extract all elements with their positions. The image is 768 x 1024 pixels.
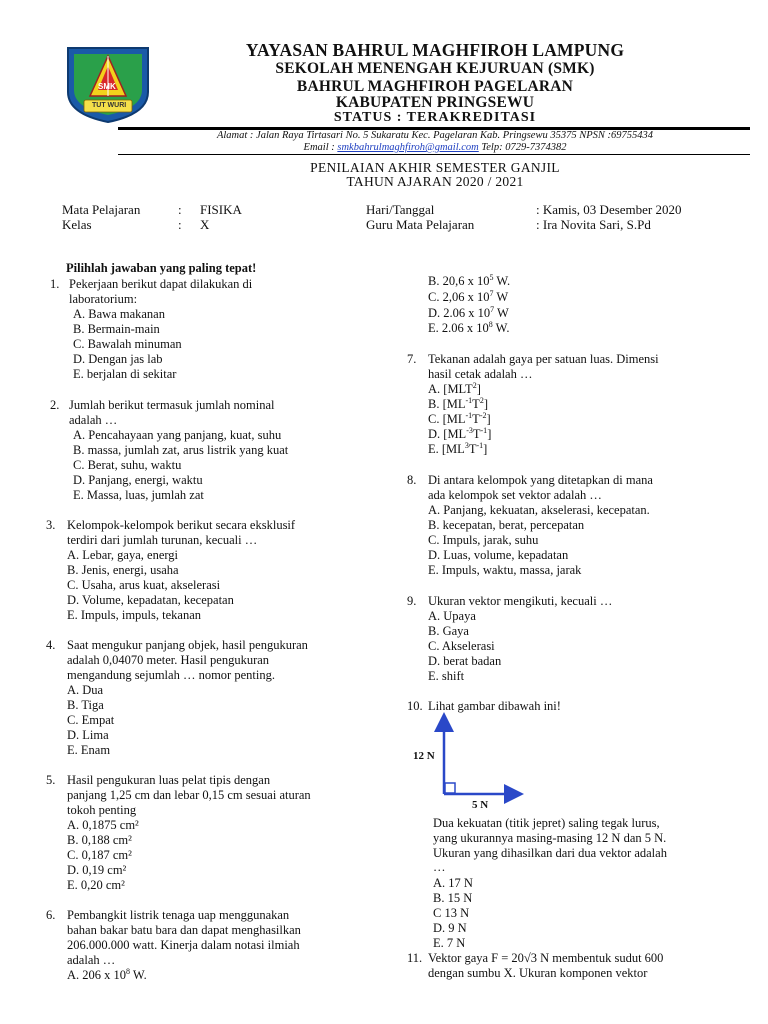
logo-ribbon-text: TUT WURI bbox=[92, 102, 127, 109]
q2-option-e[interactable]: E. Massa, luas, jumlah zat bbox=[73, 488, 204, 502]
q7-option-e-sup2: -1 bbox=[476, 440, 484, 450]
q10-text-line: yang ukurannya masing-masing 12 N dan 5 N. bbox=[433, 831, 667, 845]
district-name: KABUPATEN PRINGSEWU bbox=[335, 94, 535, 111]
q1-option-a[interactable]: A. Bawa makanan bbox=[73, 307, 165, 321]
q10-text-line: Dua kekuatan (titik jepret) saling tegak lurus, bbox=[433, 816, 660, 830]
q3-option-b[interactable]: B. Jenis, energi, usaha bbox=[67, 563, 179, 577]
q9-option-d[interactable]: D. berat badan bbox=[428, 654, 502, 668]
q9-option-b[interactable]: B. Gaya bbox=[428, 624, 469, 638]
q10-option-b[interactable]: B. 15 N bbox=[433, 891, 473, 905]
q7-option-b-mid: T bbox=[472, 397, 480, 411]
q4-number: 4. bbox=[46, 638, 56, 652]
q10-option-c[interactable]: C 13 N bbox=[433, 906, 470, 920]
q6-option-a-unit: W. bbox=[130, 968, 147, 982]
date-label: Hari/Tanggal bbox=[366, 202, 435, 217]
instruction: Pilihlah jawaban yang paling tepat! bbox=[66, 261, 257, 275]
q6-text-line: bahan bakar batu bara dan dapat menghasilkan bbox=[67, 923, 301, 937]
q8-text-line: Di antara kelompok yang ditetapkan di mana bbox=[428, 473, 653, 487]
q1-text-line: laboratorium: bbox=[69, 292, 138, 306]
q1-option-e[interactable]: E. berjalan di sekitar bbox=[73, 367, 177, 381]
q6-option-d-base: D. 2.06 x 10 bbox=[428, 306, 491, 320]
phone-number: Telp: 0729-7374382 bbox=[478, 142, 567, 153]
q10-option-a[interactable]: A. 17 N bbox=[433, 876, 473, 890]
q10-text-line: … bbox=[433, 860, 446, 874]
q7-option-b-post: ] bbox=[483, 397, 488, 411]
logo-text: SMK bbox=[98, 82, 116, 91]
q7-option-d[interactable] bbox=[428, 427, 491, 442]
q7-option-b-sup2: 2 bbox=[479, 395, 484, 405]
q4-text-line: Saat mengukur panjang objek, hasil pengukuran bbox=[67, 638, 308, 652]
q8-option-a[interactable]: A. Panjang, kekuatan, akselerasi, kecepatan. bbox=[428, 503, 650, 517]
q11-number: 11. bbox=[407, 951, 423, 965]
q6-option-e-unit: W. bbox=[492, 321, 510, 335]
subject-colon: : bbox=[178, 202, 182, 217]
email-link[interactable]: smkbahrulmaghfiroh@gmail.com bbox=[337, 142, 479, 153]
q5-option-d[interactable]: D. 0,19 cm² bbox=[67, 863, 127, 877]
q6-option-b-unit: W. bbox=[493, 274, 511, 288]
q2-option-c[interactable]: C. Berat, suhu, waktu bbox=[73, 458, 182, 472]
q7-option-e[interactable] bbox=[428, 442, 487, 457]
q6-text-line: adalah … bbox=[67, 953, 116, 967]
q2-option-b[interactable]: B. massa, jumlah zat, arus listrik yang kuat bbox=[73, 443, 289, 457]
q1-option-c[interactable]: C. Bawalah minuman bbox=[73, 337, 182, 351]
q1-option-b[interactable]: B. Bermain-main bbox=[73, 322, 160, 336]
q6-option-c[interactable] bbox=[428, 290, 508, 305]
q7-option-d-pre: D. [ML bbox=[428, 427, 467, 441]
q6-option-b-exp: 5 bbox=[489, 272, 494, 282]
q6-option-c-exp: 7 bbox=[489, 288, 494, 298]
q6-option-d-exp: 7 bbox=[490, 304, 495, 314]
q7-option-a-sup: 2 bbox=[472, 380, 477, 390]
q10-number: 10. bbox=[407, 699, 423, 713]
q5-text-line: panjang 1,25 cm dan lebar 0,15 cm sesuai aturan bbox=[67, 788, 311, 802]
q9-option-a[interactable]: A. Upaya bbox=[428, 609, 476, 623]
teacher-label: Guru Mata Pelajaran bbox=[366, 217, 475, 232]
school-address: Alamat : Jalan Raya Tirtasari No. 5 Sukaratu Kec. Pagelaran Kab. Pringsewu 35375 NPSN :69755434 bbox=[216, 130, 654, 141]
q1-text-line: Pekerjaan berikut dapat dilakukan di bbox=[69, 277, 253, 291]
q6-option-d-unit: W bbox=[494, 306, 509, 320]
subject-value: FISIKA bbox=[200, 202, 242, 217]
q7-option-d-mid: T bbox=[472, 427, 481, 441]
date-value: : Kamis, 03 Desember 2020 bbox=[536, 202, 682, 217]
q6-text-line: Pembangkit listrik tenaga uap menggunakan bbox=[67, 908, 290, 922]
q3-option-c[interactable]: C. Usaha, arus kuat, akselerasi bbox=[67, 578, 221, 592]
q3-number: 3. bbox=[46, 518, 56, 532]
exam-title: PENILAIAN AKHIR SEMESTER GANJIL bbox=[310, 160, 560, 175]
q6-option-e-exp: 8 bbox=[488, 319, 493, 329]
q10-text-line: Lihat gambar dibawah ini! bbox=[428, 699, 561, 713]
q10-option-e[interactable]: E. 7 N bbox=[433, 936, 466, 950]
contact-line bbox=[120, 142, 750, 153]
q7-option-c[interactable] bbox=[428, 412, 491, 427]
q6-option-b[interactable] bbox=[428, 274, 510, 289]
school-type: SEKOLAH MENENGAH KEJURUAN (SMK) bbox=[275, 60, 595, 77]
q10-text-line: Ukuran yang dihasilkan dari dua vektor adalah bbox=[433, 846, 667, 860]
email-label: Email : bbox=[303, 142, 338, 153]
q3-option-d[interactable]: D. Volume, kepadatan, kecepatan bbox=[67, 593, 234, 607]
q8-option-d[interactable]: D. Luas, volume, kepadatan bbox=[428, 548, 569, 562]
q7-option-c-sup: -1 bbox=[465, 410, 473, 420]
q7-option-d-sup: -3 bbox=[466, 425, 473, 435]
q3-text-line: terdiri dari jumlah turunan, kecuali … bbox=[67, 533, 258, 547]
q2-option-d[interactable]: D. Panjang, energi, waktu bbox=[73, 473, 203, 487]
q7-option-b[interactable] bbox=[428, 397, 488, 412]
q6-option-a[interactable] bbox=[67, 968, 147, 983]
school-name: BAHRUL MAGHFIROH PAGELARAN bbox=[296, 78, 574, 95]
q7-option-e-post: ] bbox=[483, 442, 488, 456]
q6-option-b-base: B. 20,6 x 10 bbox=[428, 274, 490, 288]
vector-12n-label: 12 N bbox=[413, 750, 435, 762]
q7-text-line: Tekanan adalah gaya per satuan luas. Dimensi bbox=[428, 352, 659, 366]
q7-option-a-post: ] bbox=[476, 382, 481, 396]
q8-option-c[interactable]: C. Impuls, jarak, suhu bbox=[428, 533, 539, 547]
q5-option-a[interactable]: A. 0,1875 cm² bbox=[67, 818, 139, 832]
q4-text-line: adalah 0,04070 meter. Hasil pengukuran bbox=[67, 653, 270, 667]
q7-option-a[interactable] bbox=[428, 382, 481, 397]
q3-option-e[interactable]: E. Impuls, impuls, tekanan bbox=[67, 608, 202, 622]
class-label: Kelas bbox=[62, 217, 92, 232]
q3-option-a[interactable]: A. Lebar, gaya, energi bbox=[67, 548, 179, 562]
q6-option-c-unit: W bbox=[493, 290, 509, 304]
q4-option-e[interactable]: E. Enam bbox=[67, 743, 111, 757]
q11-text-line: Vektor gaya F = 20√3 N membentuk sudut 600 bbox=[428, 951, 664, 965]
q5-text-line: tokoh penting bbox=[67, 803, 137, 817]
right-angle-marker bbox=[445, 783, 455, 793]
q3-text-line: Kelompok-kelompok berikut secara eksklusif bbox=[67, 518, 296, 532]
q2-number: 2. bbox=[50, 398, 60, 412]
q1-option-d[interactable]: D. Dengan jas lab bbox=[73, 352, 163, 366]
class-value: X bbox=[200, 217, 210, 232]
q1-number: 1. bbox=[50, 277, 60, 291]
q7-option-d-sup2: -1 bbox=[480, 425, 488, 435]
q5-text-line: Hasil pengukuran luas pelat tipis dengan bbox=[67, 773, 271, 787]
class-colon: : bbox=[178, 217, 182, 232]
q7-option-e-pre: E. [ML bbox=[428, 442, 465, 456]
q8-number: 8. bbox=[407, 473, 417, 487]
teacher-value: : Ira Novita Sari, S.Pd bbox=[536, 217, 651, 232]
q2-text-line: adalah … bbox=[69, 413, 118, 427]
q6-option-e-base: E. 2.06 x 10 bbox=[428, 321, 489, 335]
q7-option-b-pre: B. [ML bbox=[428, 397, 466, 411]
q7-option-e-mid: T bbox=[468, 442, 477, 456]
q6-option-e[interactable] bbox=[428, 321, 509, 336]
q6-text-line: 206.000.000 watt. Kinerja dalam notasi ilmiah bbox=[67, 938, 300, 952]
q4-option-b[interactable]: B. Tiga bbox=[67, 698, 104, 712]
q6-option-a-base: A. 206 x 10 bbox=[67, 968, 127, 982]
q7-option-b-sup: -1 bbox=[465, 395, 473, 405]
q5-option-b[interactable]: B. 0,188 cm² bbox=[67, 833, 132, 847]
q4-option-a[interactable]: A. Dua bbox=[67, 683, 104, 697]
q10-option-d[interactable]: D. 9 N bbox=[433, 921, 467, 935]
q5-option-e[interactable]: E. 0,20 cm² bbox=[67, 878, 125, 892]
q6-number: 6. bbox=[46, 908, 56, 922]
header-thin-rule bbox=[118, 154, 750, 155]
foundation-name: YAYASAN BAHRUL MAGHFIROH LAMPUNG bbox=[245, 40, 625, 60]
q7-option-e-sup: 3 bbox=[464, 440, 469, 450]
q9-number: 9. bbox=[407, 594, 417, 608]
q6-option-d[interactable] bbox=[428, 306, 509, 321]
q7-number: 7. bbox=[407, 352, 417, 366]
vector-5n-label: 5 N bbox=[472, 799, 489, 811]
q9-option-c[interactable]: C. Akselerasi bbox=[428, 639, 495, 653]
q2-text-line: Jumlah berikut termasuk jumlah nominal bbox=[69, 398, 275, 412]
q7-option-d-post: ] bbox=[487, 427, 492, 441]
q7-option-a-pre: A. [MLT bbox=[428, 382, 473, 396]
q4-option-d[interactable]: D. Lima bbox=[67, 728, 109, 742]
subject-label: Mata Pelajaran bbox=[62, 202, 141, 217]
q7-option-c-pre: C. [ML bbox=[428, 412, 466, 426]
q11-text-line: dengan sumbu X. Ukuran komponen vektor bbox=[428, 966, 648, 980]
q8-option-e[interactable]: E. Impuls, waktu, massa, jarak bbox=[428, 563, 582, 577]
q9-option-e[interactable]: E. shift bbox=[428, 669, 465, 683]
q5-option-c[interactable]: C. 0,187 cm² bbox=[67, 848, 132, 862]
q7-option-c-sup2: -2 bbox=[479, 410, 487, 420]
q6-option-c-base: C. 2,06 x 10 bbox=[428, 290, 490, 304]
q4-option-c[interactable]: C. Empat bbox=[67, 713, 115, 727]
q9-text-line: Ukuran vektor mengikuti, kecuali … bbox=[428, 594, 613, 608]
q6-option-a-exp: 8 bbox=[126, 966, 131, 976]
exam-year: TAHUN AJARAN 2020 / 2021 bbox=[346, 174, 524, 189]
accreditation-status: STATUS : TERAKREDITASI bbox=[333, 110, 537, 125]
q7-option-c-post: ] bbox=[486, 412, 491, 426]
q8-text-line: ada kelompok set vektor adalah … bbox=[428, 488, 602, 502]
q8-option-b[interactable]: B. kecepatan, berat, percepatan bbox=[428, 518, 585, 532]
q7-option-c-mid: T bbox=[472, 412, 480, 426]
q5-number: 5. bbox=[46, 773, 56, 787]
q4-text-line: mengandung sejumlah … nomor penting. bbox=[67, 668, 275, 682]
q2-option-a[interactable]: A. Pencahayaan yang panjang, kuat, suhu bbox=[73, 428, 282, 442]
q7-text-line: hasil cetak adalah … bbox=[428, 367, 533, 381]
vector-figure bbox=[410, 712, 530, 816]
